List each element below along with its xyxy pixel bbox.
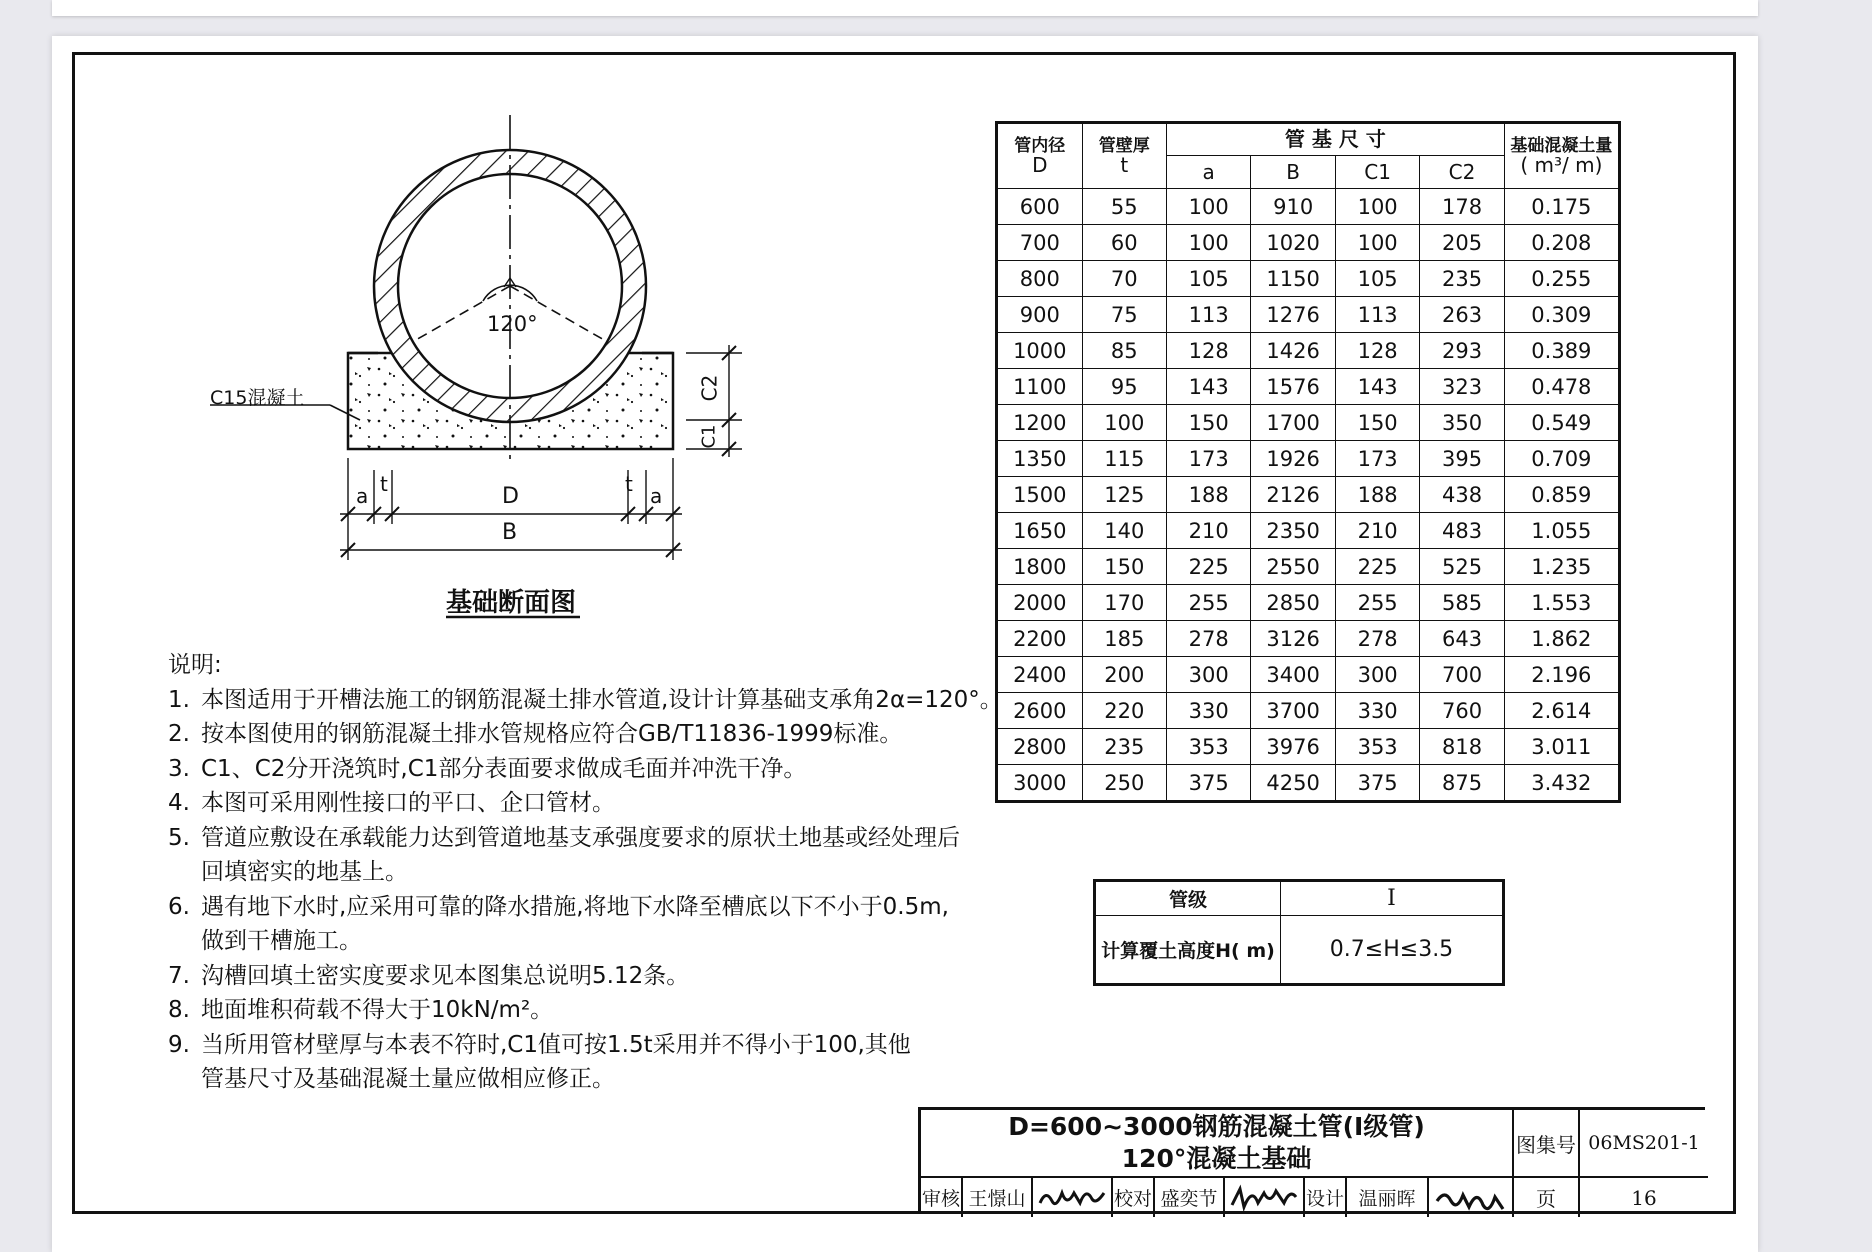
note-number (168, 924, 201, 959)
grade-value: I (1281, 881, 1504, 916)
design-name: 温丽晖 (1347, 1178, 1429, 1217)
table-cell: 1000 (997, 333, 1083, 369)
table-cell: 1350 (997, 441, 1083, 477)
note-number: 6. (168, 893, 190, 920)
dim-label-a-right: a (650, 484, 663, 508)
table-cell: 173 (1166, 441, 1250, 477)
table-cell: 438 (1420, 477, 1504, 513)
table-cell: 585 (1420, 585, 1504, 621)
table-cell: 100 (1335, 189, 1419, 225)
table-cell: 60 (1082, 225, 1166, 261)
design-label: 设计 (1305, 1178, 1347, 1217)
table-cell: 293 (1420, 333, 1504, 369)
concrete-label: C15混凝土 (210, 387, 305, 409)
table-cell: 700 (1420, 657, 1504, 693)
note-line (168, 717, 1003, 752)
table-cell: 2400 (997, 657, 1083, 693)
cover-height-label: 计算覆土高度H( m) (1095, 916, 1281, 985)
table-cell: 4250 (1251, 765, 1336, 802)
col-header-c1: C1 (1335, 156, 1419, 189)
table-cell: 75 (1082, 297, 1166, 333)
dim-label-a-left: a (356, 484, 369, 508)
table-cell: 3976 (1251, 729, 1336, 765)
table-cell: 255 (1166, 585, 1250, 621)
table-cell: 2.196 (1504, 657, 1619, 693)
table-cell: 0.859 (1504, 477, 1619, 513)
note-line (168, 993, 1003, 1028)
note-number: 5. (168, 824, 190, 851)
table-cell: 1800 (997, 549, 1083, 585)
table-row (997, 333, 1620, 369)
table-cell: 2550 (1251, 549, 1336, 585)
table-cell: 1150 (1251, 261, 1336, 297)
table-cell: 1926 (1251, 441, 1336, 477)
table-cell: 300 (1166, 657, 1250, 693)
table-cell: 0.478 (1504, 369, 1619, 405)
table-cell: 395 (1420, 441, 1504, 477)
table-cell: 700 (997, 225, 1083, 261)
table-cell: 125 (1082, 477, 1166, 513)
table-cell: 1700 (1251, 405, 1336, 441)
table-row (997, 729, 1620, 765)
table-row (997, 297, 1620, 333)
table-cell: 250 (1082, 765, 1166, 802)
table-row (997, 585, 1620, 621)
table-cell: 185 (1082, 621, 1166, 657)
table-cell: 353 (1166, 729, 1250, 765)
note-line (168, 855, 1003, 890)
notes-list (168, 683, 1003, 1097)
table-cell: 178 (1420, 189, 1504, 225)
review-signature (1033, 1178, 1113, 1217)
table-cell: 375 (1335, 765, 1419, 802)
table-cell: 85 (1082, 333, 1166, 369)
table-row (997, 369, 1620, 405)
note-text: 地面堆积荷载不得大于10kN/m²。 (201, 997, 554, 1023)
table-cell: 330 (1335, 693, 1419, 729)
note-text: 本图可采用刚性接口的平口、企口管材。 (201, 790, 615, 816)
table-cell: 350 (1420, 405, 1504, 441)
note-number: 8. (168, 997, 190, 1023)
table-cell: 300 (1335, 657, 1419, 693)
table-cell: 818 (1420, 729, 1504, 765)
table-cell: 0.309 (1504, 297, 1619, 333)
table-cell: 1.553 (1504, 585, 1619, 621)
note-number: 7. (168, 962, 190, 989)
table-cell: 170 (1082, 585, 1166, 621)
table-cell: 483 (1420, 513, 1504, 549)
note-number: 2. (168, 721, 190, 747)
note-text: 做到干槽施工。 (201, 928, 362, 954)
page-label: 页 (1514, 1178, 1580, 1217)
table-cell: 2126 (1251, 477, 1336, 513)
note-line (168, 821, 1003, 856)
table-cell: 3700 (1251, 693, 1336, 729)
table-cell: 235 (1420, 261, 1504, 297)
table-cell: 375 (1166, 765, 1250, 802)
table-cell: 210 (1335, 513, 1419, 549)
table-cell: 1650 (997, 513, 1083, 549)
cover-height-value: 0.7≤H≤3.5 (1281, 916, 1504, 985)
dim-label-b: B (502, 520, 518, 545)
table-row (997, 693, 1620, 729)
note-number: 1. (168, 686, 190, 713)
table-cell: 235 (1082, 729, 1166, 765)
table-cell: 143 (1166, 369, 1250, 405)
table-cell: 1100 (997, 369, 1083, 405)
table-cell: 105 (1335, 261, 1419, 297)
table-cell: 188 (1335, 477, 1419, 513)
angle-label: 120° (487, 312, 538, 336)
note-text: 沟槽回填土密实度要求见本图集总说明5.12条。 (201, 962, 690, 989)
table-cell: 105 (1166, 261, 1250, 297)
note-text: C1、C2分开浇筑时,C1部分表面要求做成毛面并冲洗干净。 (201, 755, 807, 782)
table-cell: 210 (1166, 513, 1250, 549)
note-line (168, 786, 1003, 821)
note-number: 4. (168, 790, 190, 816)
table-cell: 150 (1166, 405, 1250, 441)
title-line-2: 120°混凝土基础 (1121, 1144, 1312, 1173)
table-cell: 0.208 (1504, 225, 1619, 261)
table-cell: 225 (1335, 549, 1419, 585)
notes-section (168, 648, 1003, 1097)
note-text: 回填密实的地基上。 (201, 859, 408, 885)
table-cell: 0.549 (1504, 405, 1619, 441)
check-signature (1225, 1178, 1305, 1217)
table-cell: 113 (1335, 297, 1419, 333)
check-name: 盛奕节 (1155, 1178, 1225, 1217)
table-cell: 1.862 (1504, 621, 1619, 657)
table-cell: 205 (1420, 225, 1504, 261)
table-cell: 128 (1166, 333, 1250, 369)
note-text: 遇有地下水时,应采用可靠的降水措施,将地下水降至槽底以下不小于0.5m, (201, 893, 949, 920)
col-header-a: a (1166, 156, 1250, 189)
table-cell: 2200 (997, 621, 1083, 657)
note-number: 3. (168, 755, 190, 782)
col-header-c2: C2 (1420, 156, 1504, 189)
table-row (997, 261, 1620, 297)
table-cell: 200 (1082, 657, 1166, 693)
table-cell: 323 (1420, 369, 1504, 405)
table-row (997, 477, 1620, 513)
table-cell: 128 (1335, 333, 1419, 369)
dim-label-t-left: t (380, 472, 388, 496)
title-block (918, 1107, 1705, 1214)
table-row (997, 189, 1620, 225)
table-cell: 100 (1082, 405, 1166, 441)
table-cell: 143 (1335, 369, 1419, 405)
table-cell: 70 (1082, 261, 1166, 297)
table-cell: 100 (1335, 225, 1419, 261)
table-row (997, 657, 1620, 693)
table-cell: 188 (1166, 477, 1250, 513)
note-text: 管道应敷设在承载能力达到管道地基支承强度要求的原状土地基或经处理后 (201, 824, 960, 851)
table-cell: 173 (1335, 441, 1419, 477)
note-text: 本图适用于开槽法施工的钢筋混凝土排水管道,设计计算基础支承角2α=120°。 (201, 686, 1003, 713)
col-header-t: 管壁厚 t (1082, 123, 1166, 189)
table-cell: 278 (1166, 621, 1250, 657)
table-cell: 643 (1420, 621, 1504, 657)
note-line (168, 890, 1003, 925)
note-line (168, 1028, 1003, 1063)
table-cell: 263 (1420, 297, 1504, 333)
col-header-d: 管内径 D (997, 123, 1083, 189)
table-cell: 115 (1082, 441, 1166, 477)
table-cell: 3400 (1251, 657, 1336, 693)
table-cell: 3000 (997, 765, 1083, 802)
table-cell: 2850 (1251, 585, 1336, 621)
table-cell: 1276 (1251, 297, 1336, 333)
dim-label-c2: C2 (697, 374, 722, 402)
note-line (168, 752, 1003, 787)
table-cell: 95 (1082, 369, 1166, 405)
dim-label-c1: C1 (698, 424, 720, 449)
table-cell: 255 (1335, 585, 1419, 621)
table-cell: 800 (997, 261, 1083, 297)
title-main (921, 1110, 1514, 1178)
note-number: 9. (168, 1031, 190, 1058)
design-signature (1429, 1178, 1514, 1217)
note-number (168, 1062, 201, 1097)
table-cell: 2800 (997, 729, 1083, 765)
table-cell: 900 (997, 297, 1083, 333)
table-cell: 0.255 (1504, 261, 1619, 297)
table-cell: 353 (1335, 729, 1419, 765)
table-row (997, 225, 1620, 261)
table-cell: 600 (997, 189, 1083, 225)
dim-label-d: D (502, 484, 519, 509)
table-row (997, 621, 1620, 657)
table-cell: 2000 (997, 585, 1083, 621)
table-cell: 2350 (1251, 513, 1336, 549)
review-name: 王憬山 (963, 1178, 1033, 1217)
table-cell: 1200 (997, 405, 1083, 441)
table-cell: 1.235 (1504, 549, 1619, 585)
table-cell: 2600 (997, 693, 1083, 729)
note-line (168, 959, 1003, 994)
table-cell: 3.011 (1504, 729, 1619, 765)
dim-label-t-right: t (625, 472, 633, 496)
table-cell: 55 (1082, 189, 1166, 225)
notes-heading: 说明: (168, 652, 222, 678)
table-cell: 0.389 (1504, 333, 1619, 369)
note-line (168, 683, 1003, 718)
table-row (997, 513, 1620, 549)
table-cell: 760 (1420, 693, 1504, 729)
note-line (168, 924, 1003, 959)
col-header-base-dims: 管 基 尺 寸 (1166, 123, 1504, 156)
table-cell: 3.432 (1504, 765, 1619, 802)
note-line (168, 1062, 1003, 1097)
col-header-volume: 基础混凝土量 ( m³/ m) (1504, 123, 1619, 189)
table-cell: 140 (1082, 513, 1166, 549)
table-cell: 875 (1420, 765, 1504, 802)
table-cell: 1576 (1251, 369, 1336, 405)
table-cell: 330 (1166, 693, 1250, 729)
table-cell: 1.055 (1504, 513, 1619, 549)
note-number (168, 855, 201, 890)
table-row (997, 549, 1620, 585)
table-cell: 3126 (1251, 621, 1336, 657)
table-row (997, 765, 1620, 802)
table-cell: 1426 (1251, 333, 1336, 369)
review-label: 审核 (921, 1178, 963, 1217)
title-line-1: D=600~3000钢筋混凝土管(I级管) (1008, 1112, 1425, 1141)
pipe-base-dimensions-table (995, 121, 1621, 803)
table-cell: 2.614 (1504, 693, 1619, 729)
drawing-caption: 基础断面图 (446, 588, 577, 618)
table-cell: 910 (1251, 189, 1336, 225)
table-cell: 150 (1335, 405, 1419, 441)
table-cell: 0.709 (1504, 441, 1619, 477)
table-cell: 525 (1420, 549, 1504, 585)
table-cell: 1500 (997, 477, 1083, 513)
table-cell: 100 (1166, 225, 1250, 261)
atlas-number: 06MS201-1 (1580, 1110, 1708, 1178)
table-cell: 113 (1166, 297, 1250, 333)
table-cell: 225 (1166, 549, 1250, 585)
table-cell: 0.175 (1504, 189, 1619, 225)
check-label: 校对 (1113, 1178, 1155, 1217)
table-row (997, 405, 1620, 441)
note-text: 当所用管材壁厚与本表不符时,C1值可按1.5t采用并不得小于100,其他 (201, 1031, 911, 1058)
pipe-class-table (1093, 879, 1505, 986)
table-cell: 100 (1166, 189, 1250, 225)
table-cell: 150 (1082, 549, 1166, 585)
page-number: 16 (1631, 1185, 1657, 1210)
table-cell: 220 (1082, 693, 1166, 729)
note-text: 管基尺寸及基础混凝土量应做相应修正。 (201, 1066, 615, 1092)
table-cell: 1020 (1251, 225, 1336, 261)
grade-label: 管级 (1095, 881, 1281, 916)
atlas-label: 图集号 (1514, 1110, 1580, 1178)
col-header-b: B (1251, 156, 1336, 189)
table-cell: 278 (1335, 621, 1419, 657)
table-row (997, 441, 1620, 477)
note-text: 按本图使用的钢筋混凝土排水管规格应符合GB/T11836-1999标准。 (201, 721, 903, 747)
